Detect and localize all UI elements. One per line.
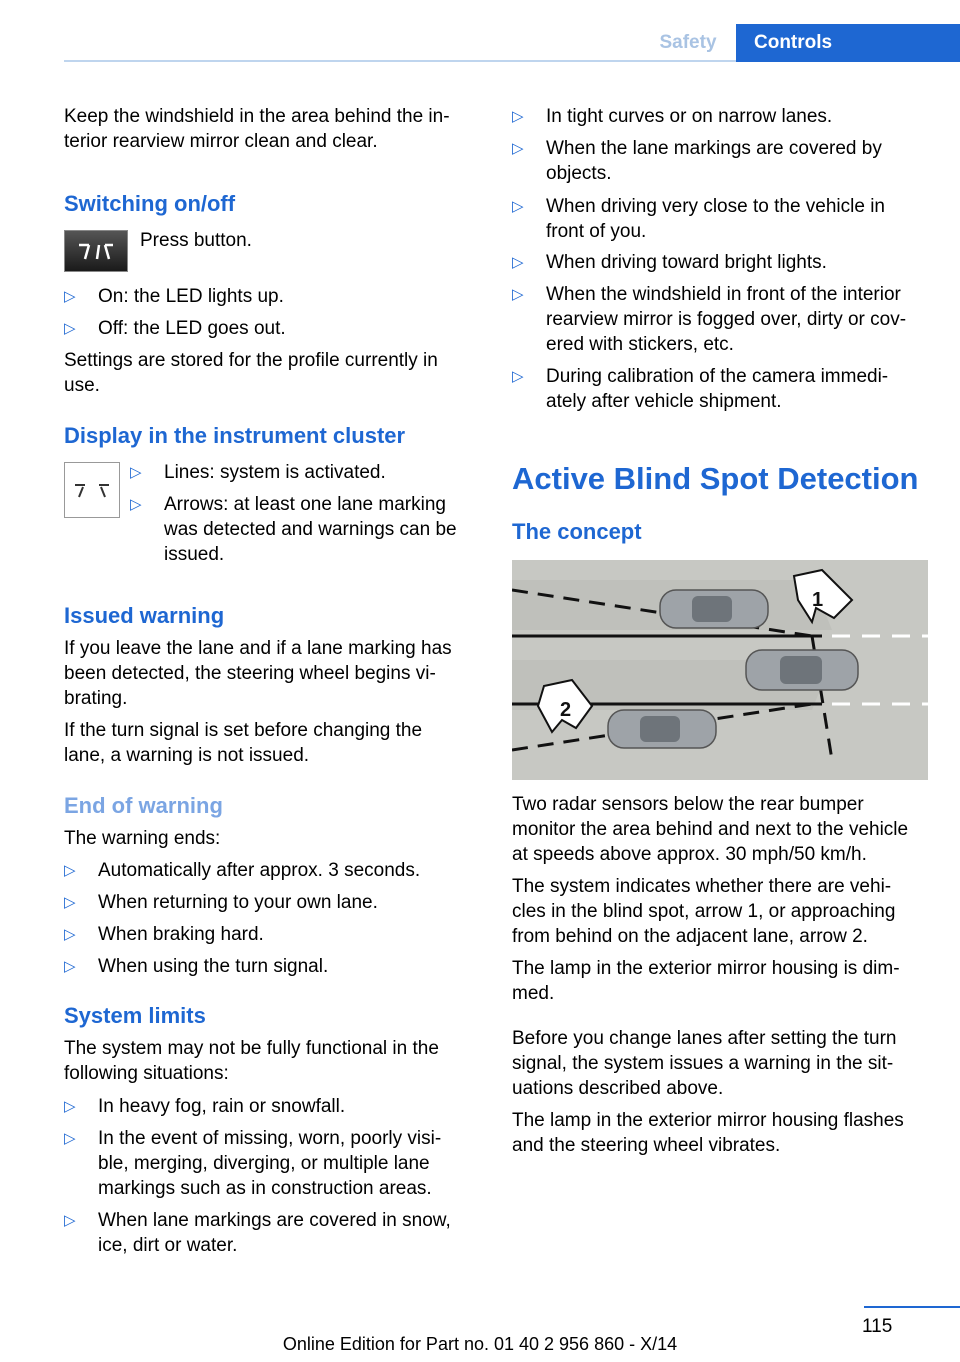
triangle-bullet-icon: ▷	[512, 254, 524, 271]
list-item: ▷ In tight curves or on narrow lanes.	[512, 106, 833, 127]
section-title: Active Blind Spot Detection	[512, 461, 919, 496]
footer-edition: Online Edition for Part no. 01 40 2 956 860 - X/14	[282, 1334, 678, 1354]
issued-paragraph-2: If the turn signal is set before changing the lane, a warning is not issued.	[64, 720, 423, 766]
concept-paragraph-3: The lamp in the exterior mirror housing is dim- med.	[512, 958, 900, 1004]
blind-spot-figure	[512, 560, 928, 780]
triangle-bullet-icon: ▷	[64, 320, 76, 337]
concept-paragraph-4: Before you change lanes after setting the turn signal, the system issues a warning in the sit- uations described above.	[512, 1028, 897, 1099]
triangle-bullet-icon: ▷	[64, 958, 76, 975]
issued-paragraph-1: If you leave the lane and if a lane marking has been detected, the steering wheel begins vi- brating.	[64, 638, 452, 709]
list-item: ▷ When lane markings are covered in snow, ice, dirt or water.	[64, 1210, 451, 1256]
concept-paragraph-2: The system indicates whether there are vehi- cles in the blind spot, arrow 1, or approaching from behind on the adjacent lane, arrow 2.	[512, 876, 896, 947]
cluster-display-icon	[64, 462, 120, 518]
triangle-bullet-icon: ▷	[130, 496, 142, 513]
header-chapter-tab[interactable]: Controls	[736, 24, 960, 62]
lane-button-icon	[64, 230, 128, 272]
list-item: ▷ When the lane markings are covered by objects.	[512, 138, 882, 184]
settings-paragraph: Settings are stored for the profile currently in use.	[64, 350, 438, 396]
triangle-bullet-icon: ▷	[512, 108, 524, 125]
triangle-bullet-icon: ▷	[512, 368, 524, 385]
heading-end-of-warning: End of warning	[64, 793, 223, 818]
triangle-bullet-icon: ▷	[512, 198, 524, 215]
list-item: ▷ Lines: system is activated.	[130, 462, 386, 483]
list-item: ▷ During calibration of the camera immedi- ately after vehicle shipment.	[512, 366, 889, 412]
triangle-bullet-icon: ▷	[64, 894, 76, 911]
triangle-bullet-icon: ▷	[64, 288, 76, 305]
triangle-bullet-icon: ▷	[64, 926, 76, 943]
heading-concept: The concept	[512, 519, 642, 544]
triangle-bullet-icon: ▷	[64, 1098, 76, 1115]
triangle-bullet-icon: ▷	[64, 1212, 76, 1229]
list-item: ▷ When using the turn signal.	[64, 956, 329, 977]
list-item: ▷ When driving very close to the vehicle in front of you.	[512, 196, 885, 242]
heading-switching: Switching on/off	[64, 191, 236, 216]
press-button-text: Press button.	[140, 230, 252, 251]
heading-system-limits: System limits	[64, 1003, 206, 1028]
end-intro: The warning ends:	[64, 828, 221, 849]
page-number: 115	[862, 1316, 893, 1337]
list-item: ▷ Arrows: at least one lane marking was detected and warnings can be issued.	[130, 494, 457, 565]
triangle-bullet-icon: ▷	[130, 464, 142, 481]
list-item: ▷ In heavy fog, rain or snowfall.	[64, 1096, 346, 1117]
list-item: ▷ On: the LED lights up.	[64, 286, 284, 307]
heading-issued-warning: Issued warning	[64, 603, 225, 628]
triangle-bullet-icon: ▷	[64, 1130, 76, 1147]
limits-intro: The system may not be fully functional in the following situations:	[64, 1038, 439, 1084]
intro-paragraph: Keep the windshield in the area behind the in- terior rearview mirror clean and clear.	[64, 106, 450, 152]
concept-paragraph-1: Two radar sensors below the rear bumper monitor the area behind and next to the vehicle at speeds above approx. 30 mph/50 km/h.	[512, 794, 909, 865]
heading-display: Display in the instrument cluster	[64, 423, 406, 448]
triangle-bullet-icon: ▷	[64, 862, 76, 879]
list-item: ▷ When the windshield in front of the interior rearview mirror is fogged over, dirty or cov- ered with stickers, etc.	[512, 284, 907, 355]
list-item: ▷ In the event of missing, worn, poorly visi- ble, merging, diverging, or multiple lane markings such as in construction areas.	[64, 1128, 442, 1199]
triangle-bullet-icon: ▷	[512, 140, 524, 157]
list-item: ▷ When braking hard.	[64, 924, 264, 945]
header-section-tab[interactable]: Safety	[659, 32, 717, 53]
footer-rule	[864, 1306, 960, 1308]
list-item: ▷ When driving toward bright lights.	[512, 252, 827, 273]
triangle-bullet-icon: ▷	[512, 286, 524, 303]
concept-paragraph-5: The lamp in the exterior mirror housing flashes and the steering wheel vibrates.	[512, 1110, 904, 1156]
list-item: ▷ Automatically after approx. 3 seconds.	[64, 860, 421, 881]
arrow-2-label: 2	[560, 699, 572, 721]
list-item: ▷ Off: the LED goes out.	[64, 318, 286, 339]
list-item: ▷ When returning to your own lane.	[64, 892, 378, 913]
arrow-1-label: 1	[812, 589, 824, 611]
